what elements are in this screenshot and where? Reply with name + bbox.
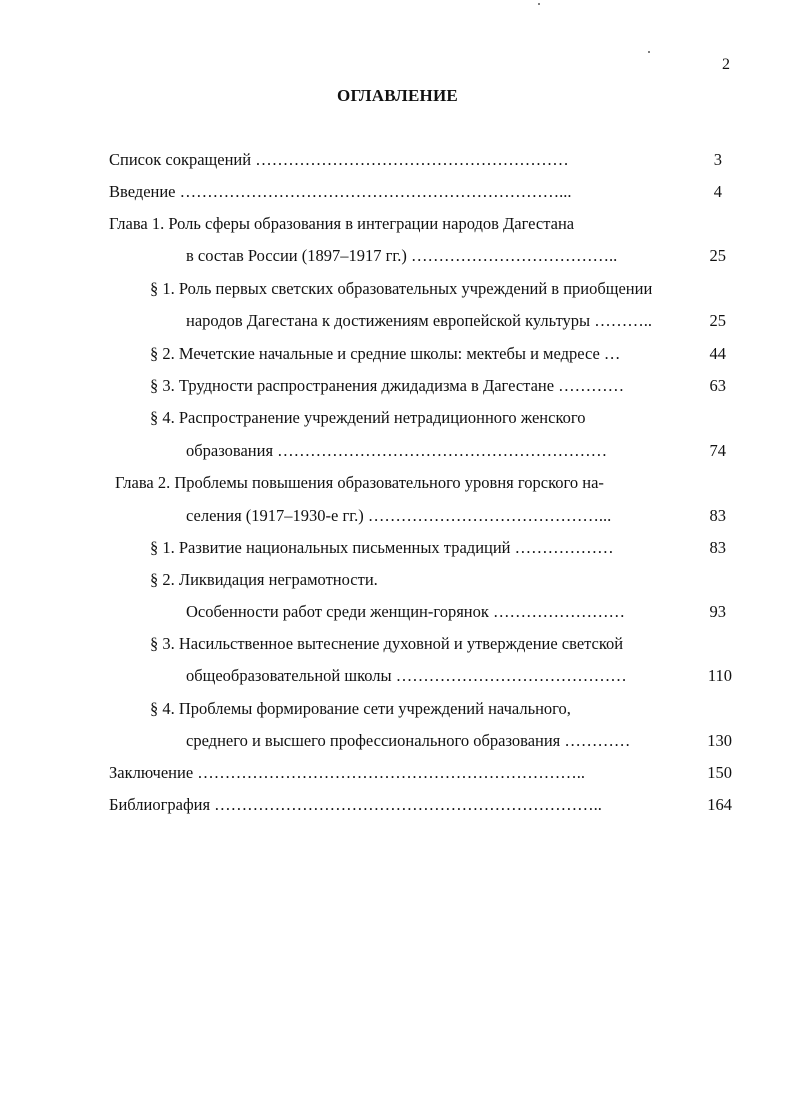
toc-page-number: 150 [707, 763, 732, 782]
toc-page-number: 164 [707, 795, 732, 814]
scan-speck [538, 3, 540, 5]
toc-page-number: 3 [713, 150, 722, 169]
toc-entry-text: § 3. Насильственное вытеснение духовной и утверждение светской [150, 634, 624, 653]
toc-page-number: 44 [709, 344, 726, 363]
toc-entry-text: образования …………………………………………………… [186, 441, 608, 460]
toc-entry-text: § 3. Трудности распространения джидадизма в Дагестане ………… [150, 376, 625, 395]
toc-entry-text: селения (1917–1930-е гг.) ……………………………………... [186, 506, 612, 525]
toc-page-number: 83 [709, 538, 726, 557]
toc-entry-text: в состав России (1897–1917 гг.) ……………………………….. [186, 246, 618, 265]
toc-entry-text: Особенности работ среди женщин-горянок …………………… [186, 602, 626, 621]
toc-entry-text: § 4. Распространение учреждений нетрадиционного женского [150, 408, 586, 427]
toc-page-number: 25 [709, 311, 726, 330]
toc-entry-text: Список сокращений ………………………………………………… [109, 150, 569, 169]
toc-page-number: 93 [709, 602, 726, 621]
toc-page-number: 110 [707, 666, 732, 685]
scan-speck [648, 51, 650, 53]
toc-entry-text: Глава 2. Проблемы повышения образовательного уровня горского на- [115, 473, 604, 492]
toc-page-number: 74 [709, 441, 726, 460]
toc-entry-text: § 1. Развитие национальных письменных традиций ……………… [150, 538, 614, 557]
page-title: ОГЛАВЛЕНИЕ [337, 86, 458, 105]
toc-entry-text: Библиография …………………………………………………………….. [109, 795, 602, 814]
toc-entry-text: § 2. Ликвидация неграмотности. [150, 570, 378, 589]
toc-page-number: 63 [709, 376, 726, 395]
toc-page-number: 83 [709, 506, 726, 525]
toc-entry-text: Глава 1. Роль сферы образования в интеграции народов Дагестана [109, 214, 575, 233]
toc-entry-text: § 4. Проблемы формирование сети учреждений начального, [150, 699, 571, 718]
toc-entry-text: общеобразовательной школы …………………………………… [186, 666, 627, 685]
toc-entry-text: § 2. Мечетские начальные и средние школы: мектебы и медресе … [150, 344, 621, 363]
toc-entry-text: Введение ……………………………………………………………... [109, 182, 572, 201]
toc-entry-text: Заключение …………………………………………………………….. [109, 763, 586, 782]
toc-entry-text: § 1. Роль первых светских образовательных учреждений в приобщении [150, 279, 653, 298]
toc-page-number: 4 [713, 182, 722, 201]
toc-entry-text: среднего и высшего профессионального образования ………… [186, 731, 631, 750]
toc-entry-text: народов Дагестана к достижениям европейской культуры ……….. [186, 311, 653, 330]
toc-page-number: 130 [707, 731, 732, 750]
toc-page-number: 25 [709, 246, 726, 265]
page-number: 2 [722, 56, 730, 73]
